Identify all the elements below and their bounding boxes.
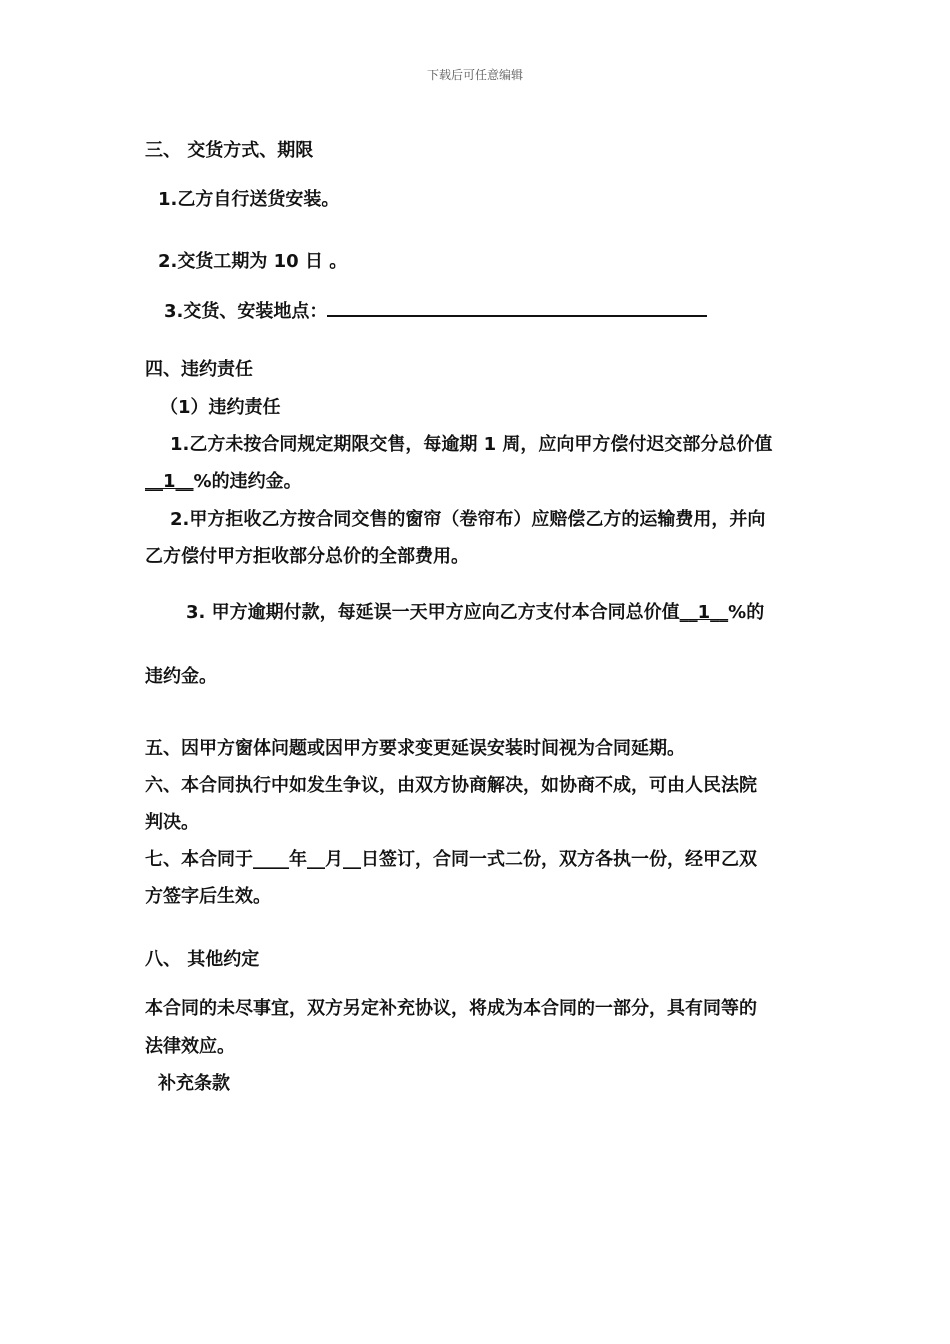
section5-text: 五、因甲方窗体问题或因甲方要求变更延误安装时间视为合同延期。 (145, 738, 685, 759)
section3-item2: 2.交货工期为 10 日 。 (158, 251, 348, 272)
delivery-location-label: 3.交货、安装地点： (164, 301, 328, 322)
section7-line1: 七、本合同于____年__月__日签订，合同一式二份，双方各执一份，经甲乙双 (145, 849, 757, 870)
section3-item1: 1.乙方自行送货安装。 (158, 189, 340, 210)
penalty-rate-blank-1: __1__ (145, 471, 194, 492)
page-header: 下载后可任意编辑 (426, 68, 523, 82)
section4-item3-line1 (186, 601, 764, 625)
section6-line2: 判决。 (145, 812, 199, 833)
supplement-title: 补充条款 (158, 1073, 230, 1094)
section4-item2-line2: 乙方偿付甲方拒收部分总价的全部费用。 (145, 546, 469, 567)
section7-line2: 方签字后生效。 (145, 886, 271, 907)
section8-title: 八、 其他约定 (145, 949, 260, 970)
section4-item3-line2: 违约金。 (145, 666, 217, 687)
section4-title: 四、违约责任 (145, 359, 253, 380)
section6-line1: 六、本合同执行中如发生争议，由双方协商解决，如协商不成，可由人民法院 (145, 775, 757, 796)
penalty-rate-blank-2: __1__ (679, 602, 729, 623)
late-payment-tail: %的 (728, 602, 765, 623)
section3-title: 三、 交货方式、期限 (145, 140, 314, 161)
section4-item1-line1: 1.乙方未按合同规定期限交售，每逾期 1 周，应向甲方偿付迟交部分总价值 (170, 434, 773, 455)
delivery-location-blank[interactable] (327, 301, 707, 317)
section8-line2: 法律效应。 (145, 1036, 235, 1057)
section4-item2-line1: 2.甲方拒收乙方按合同交售的窗帘（卷帘布）应赔偿乙方的运输费用，并向 (170, 509, 766, 530)
section3-item3 (164, 300, 707, 324)
late-payment-text: 3. 甲方逾期付款，每延误一天甲方应向乙方支付本合同总价值 (186, 602, 680, 623)
section4-subtitle: （1）违约责任 (160, 397, 281, 418)
section8-line1: 本合同的未尽事宜，双方另定补充协议，将成为本合同的一部分，具有同等的 (145, 998, 757, 1019)
penalty-text-1: %的违约金。 (193, 471, 302, 492)
section4-item1-line2 (145, 470, 302, 494)
